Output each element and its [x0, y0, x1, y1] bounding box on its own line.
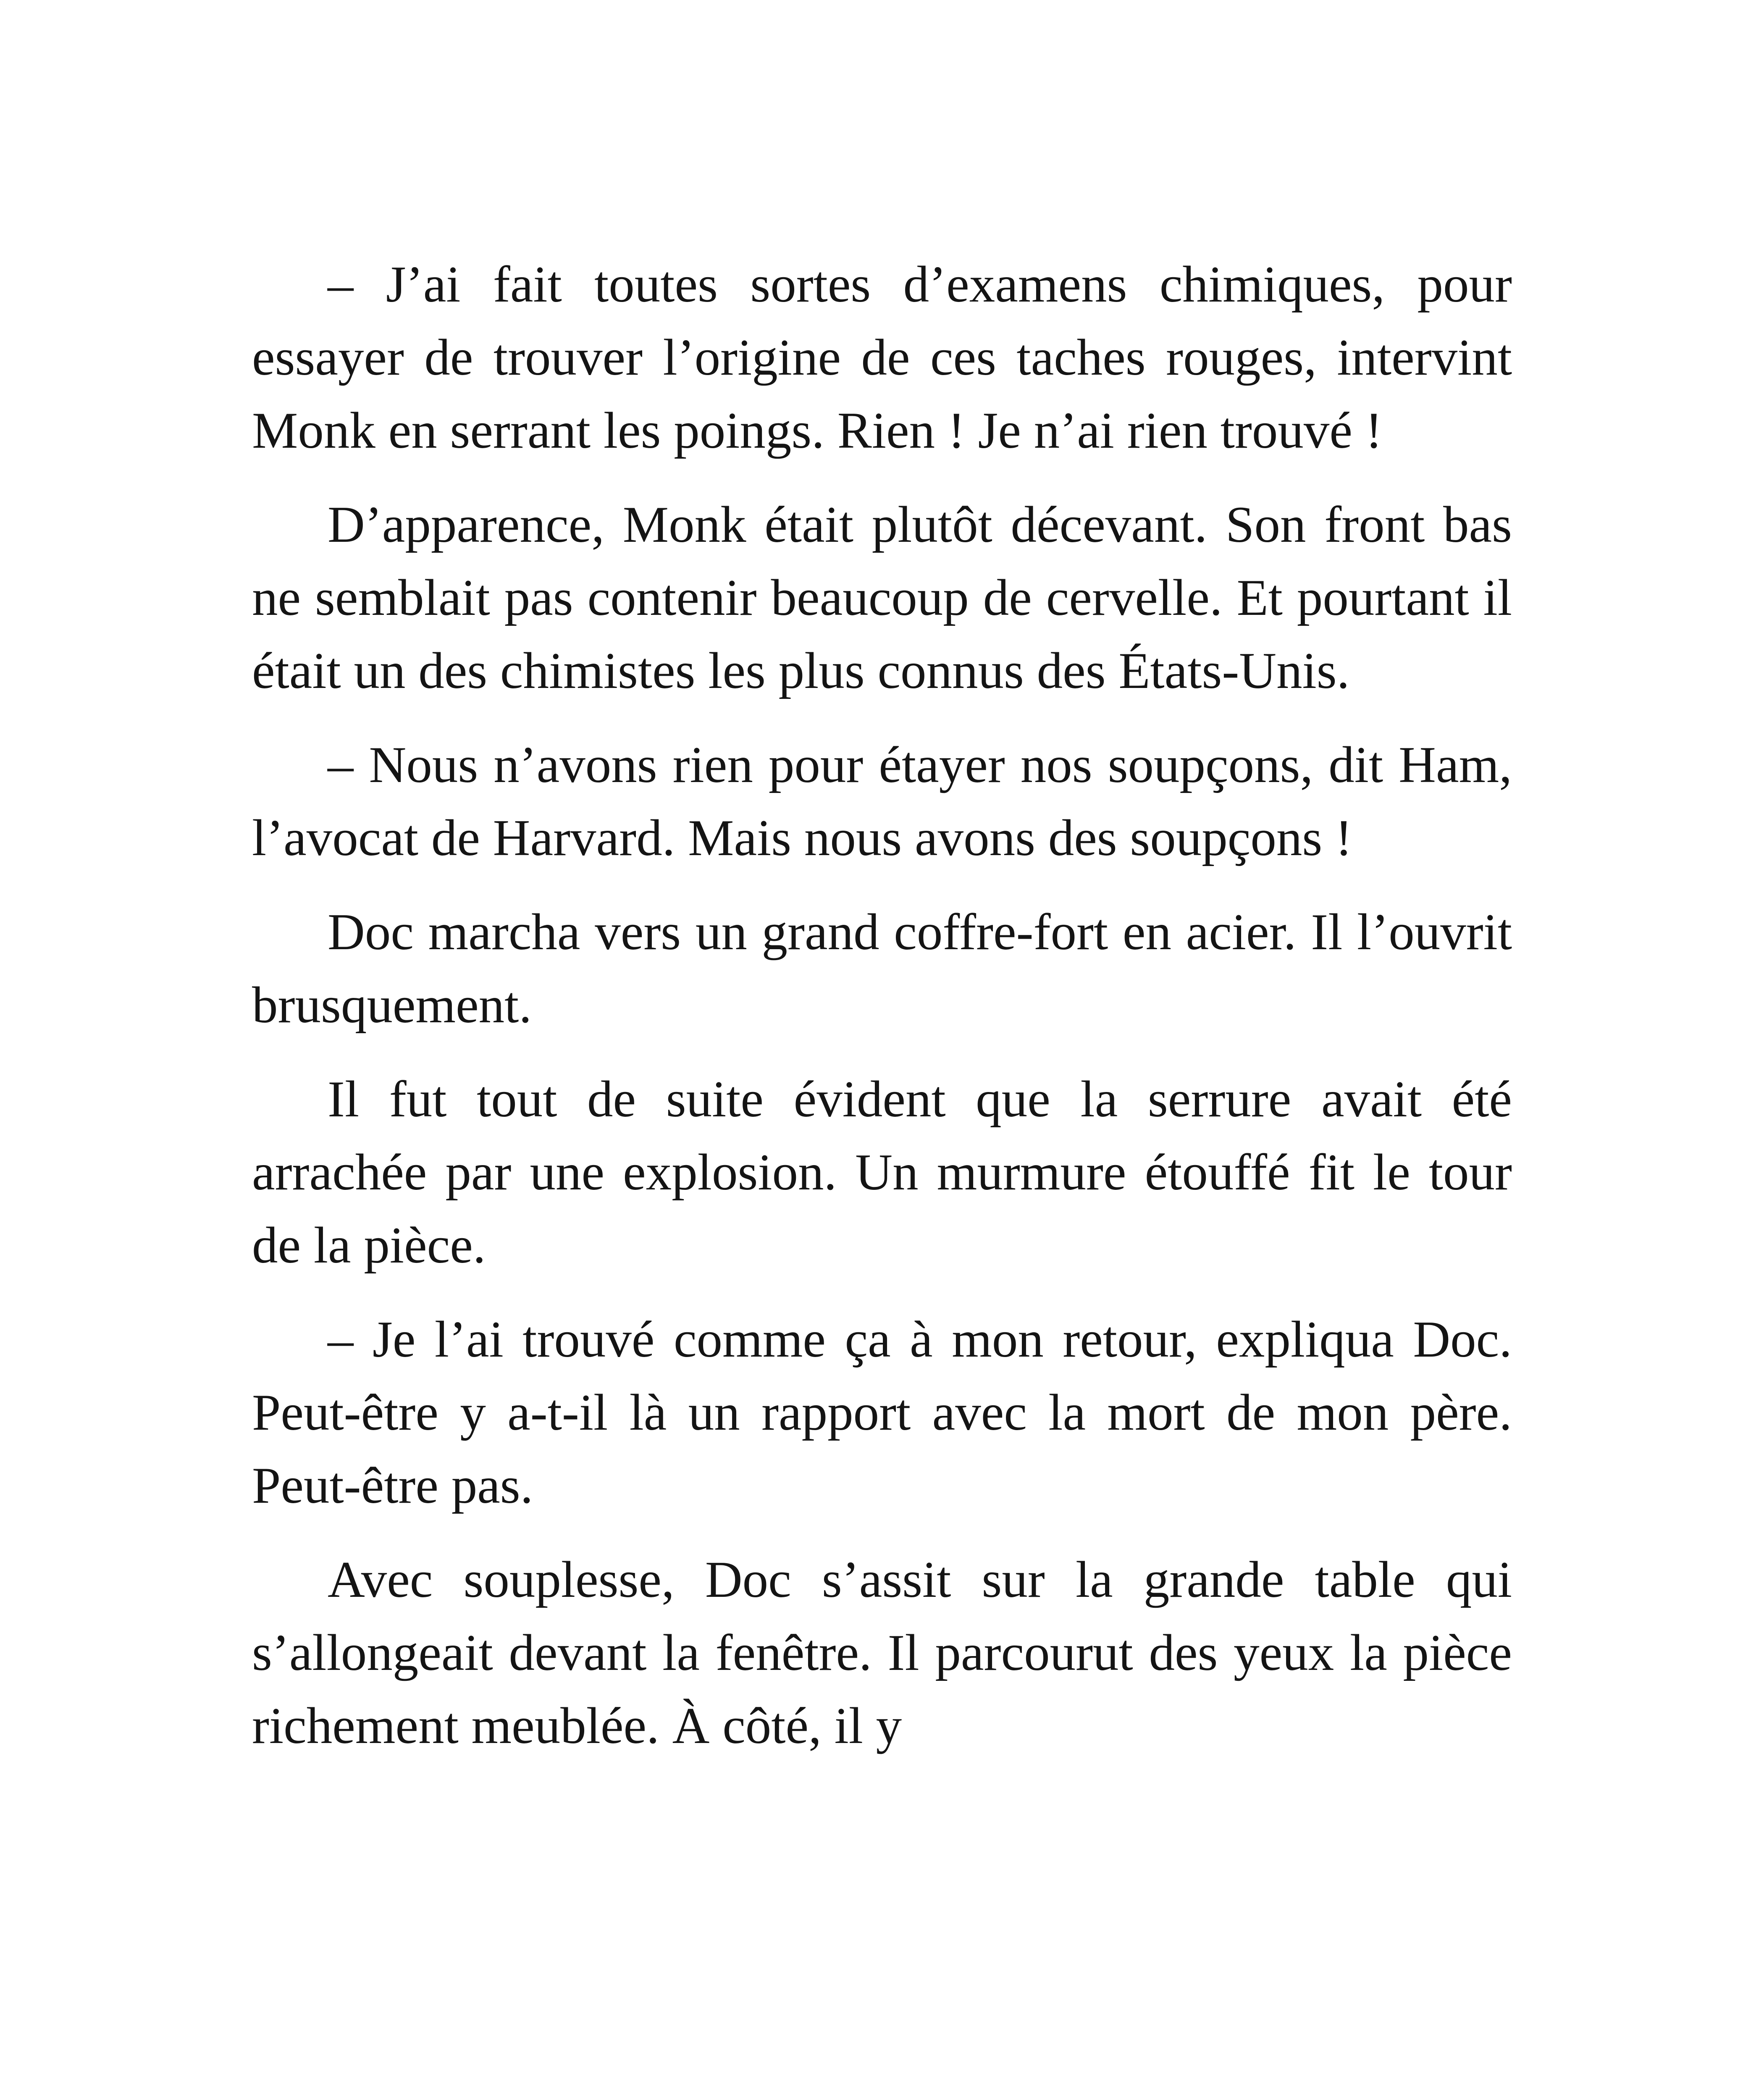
paragraph: D’apparence, Monk était plutôt décevant. Son front bas ne semblait pas contenir beaucoup de cervelle. Et pourtant il était un des chimistes les plus connus des États-Unis. — [252, 496, 1512, 699]
paragraph: Doc marcha vers un grand coffre-fort en acier. Il l’ouvrit brusquement. — [252, 903, 1512, 1034]
paragraph: – Je l’ai trouvé comme ça à mon retour, expliqua Doc. Peut-être y a-t-il là un rapport avec la mort de mon père. Peut-être pas. — [252, 1310, 1512, 1514]
paragraph: – Nous n’avons rien pour étayer nos soupçons, dit Ham, l’avocat de Harvard. Mais nous avons des soupçons ! — [252, 736, 1512, 866]
paragraph: Avec souplesse, Doc s’assit sur la grande table qui s’allongeait devant la fenêtre. Il parcourut des yeux la pièce richement meublée. À côté, il y — [252, 1551, 1512, 1754]
paragraph: – J’ai fait toutes sortes d’examens chimiques, pour essayer de trouver l’origine de ces taches rouges, intervint Monk en serrant les poings. Rien ! Je n’ai rien trouvé ! — [252, 255, 1512, 459]
body-text — [252, 248, 1512, 1783]
paragraph: Il fut tout de suite évident que la serrure avait été arrachée par une explosion. Un murmure étouffé fit le tour de la pièce. — [252, 1070, 1512, 1274]
